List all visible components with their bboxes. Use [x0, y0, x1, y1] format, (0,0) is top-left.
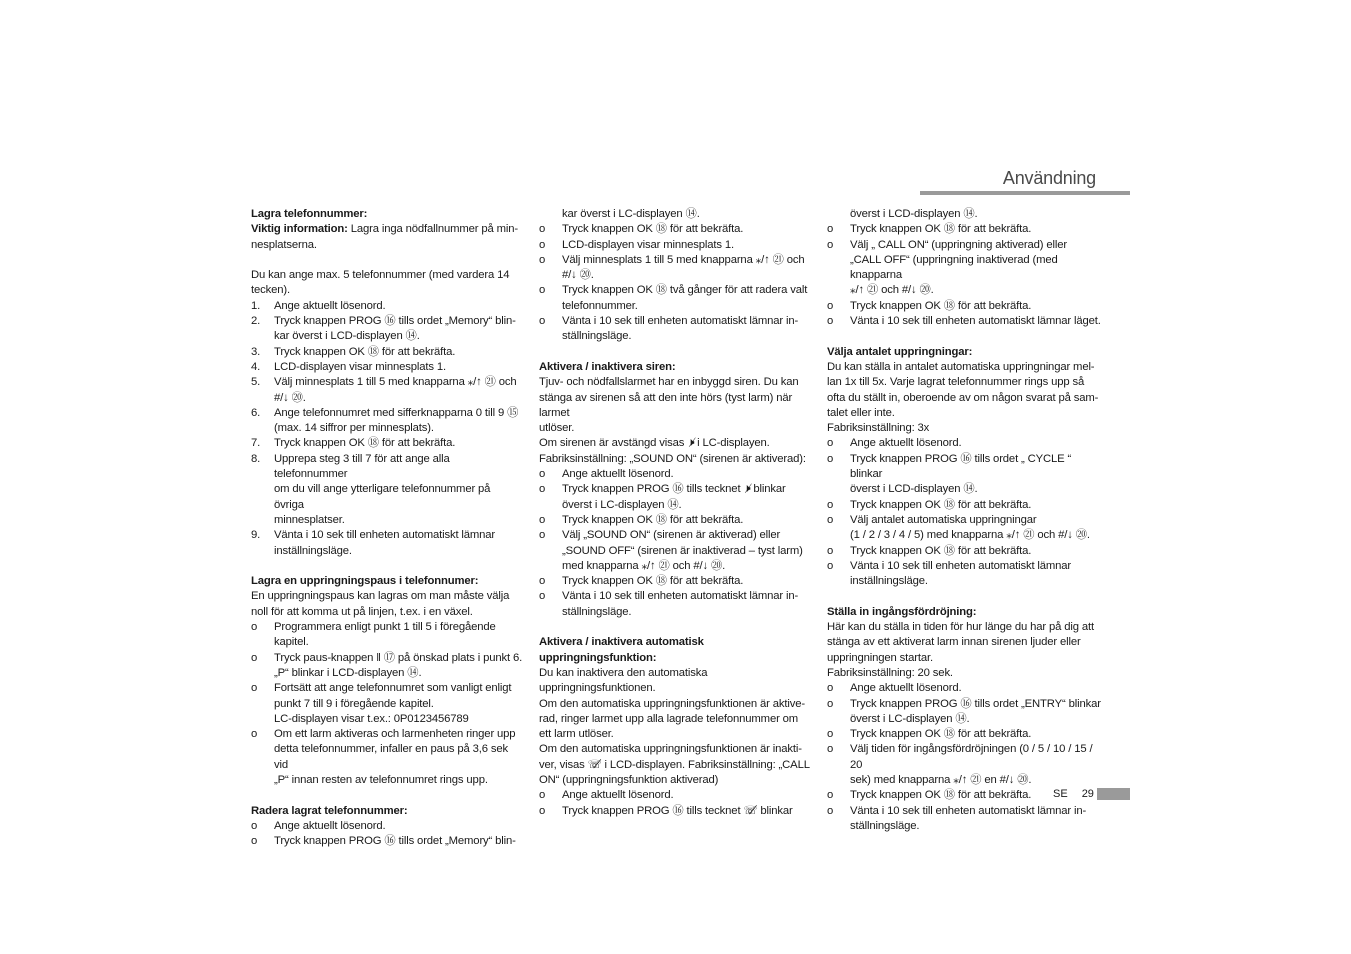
- list-item-text: Ange telefonnumret med sifferknapparna 0 till 9 ⑮: [274, 406, 519, 419]
- list-item-text: Tryck knappen PROG ⑯ tills ordet „Memory“ blin-: [274, 315, 516, 328]
- paragraph-line: Du kan ange max. 5 telefonnummer (med vardera 14: [251, 269, 510, 282]
- page-title: Användning: [1002, 168, 1096, 188]
- bullet-marker: o: [539, 284, 546, 297]
- list-number: [539, 299, 562, 314]
- list-item-text: Välj tiden för ingångsfördröjningen (0 / 5 / 10 / 15 / 20: [850, 743, 1093, 771]
- list-item-text: Tryck knappen PROG ⑯ tills ordet „ CYCLE “ blinkar: [850, 452, 1072, 481]
- list-item-text: ställningsläge.: [562, 330, 632, 343]
- paragraph: [251, 222, 523, 237]
- list-item-text: (max. 14 siffror per minnesplats).: [274, 422, 434, 435]
- list-item: [251, 742, 523, 773]
- list-item: [539, 238, 811, 253]
- list-item-text: inställningsläge.: [274, 544, 352, 557]
- list-item-text: Tryck knappen OK ⑱ för att bekräfta.: [274, 345, 456, 358]
- list-item-text: Vänta i 10 sek till enheten automatiskt lämnar in-: [562, 315, 799, 328]
- list-item: [827, 436, 1102, 451]
- list-item-text: detta telefonnummer, infaller en paus på 3,6 sek vid: [274, 743, 508, 771]
- paragraph-line: stänga av ett aktiverat larm innan sirenen ljuder eller: [827, 636, 1081, 649]
- list-number: [251, 712, 274, 727]
- list-item: [251, 773, 523, 788]
- list-number: [539, 498, 562, 513]
- list-number: 2.: [251, 315, 261, 328]
- list-number: [827, 574, 850, 589]
- list-item: [827, 559, 1102, 574]
- paragraph-text: Lagra inga nödfallnummer på min-: [347, 223, 518, 236]
- list-item: [539, 268, 811, 283]
- list-item: [827, 283, 1102, 298]
- paragraph-line: Du kan inaktivera den automatiska uppringningsfunktionen.: [539, 666, 708, 695]
- section-heading: Aktivera / inaktivera siren:: [539, 360, 676, 373]
- paragraph-line: Fabriksinställning: 20 sek.: [827, 666, 953, 679]
- list-number: [827, 773, 850, 788]
- section-heading: Ställa in ingångsfördröjning:: [827, 605, 977, 618]
- paragraph-line: Tjuv- och nödfallslarmet har en inbyggd siren. Du kan: [539, 376, 799, 389]
- list-item-text: ställningsläge.: [850, 819, 920, 832]
- bullet-marker: o: [539, 238, 546, 251]
- paragraph-gap: [827, 329, 1102, 344]
- list-item-text: Tryck knappen OK ⑱ för att bekräfta.: [562, 575, 744, 588]
- bullet-marker: o: [827, 498, 834, 511]
- list-item-text: minnesplatser.: [274, 513, 345, 526]
- bullet-marker: o: [251, 728, 258, 741]
- list-number: [827, 283, 850, 298]
- list-item-text: LC-displayen visar t.ex.: 0P0123456789: [274, 712, 469, 725]
- list-number: 8.: [251, 452, 261, 465]
- list-item-text: #/↓ ⑳.: [274, 391, 306, 404]
- list-number: 6.: [251, 406, 261, 419]
- list-number: [251, 421, 274, 436]
- list-item: [827, 697, 1102, 712]
- bullet-marker: o: [827, 728, 834, 741]
- list-item-text: Programmera enligt punkt 1 till 5 i föregående kapitel.: [274, 621, 496, 649]
- list-item: [251, 681, 523, 696]
- list-item-text: Tryck knappen OK ⑱ för att bekräfta.: [850, 299, 1032, 312]
- list-item: [251, 345, 523, 360]
- list-item: [539, 498, 811, 513]
- list-number: [539, 268, 562, 283]
- section-heading: Aktivera / inaktivera automatisk: [539, 636, 704, 649]
- list-item: [251, 406, 523, 421]
- list-item-text: Ange aktuellt lösenord.: [274, 819, 386, 832]
- list-item-text: Tryck knappen PROG ⑯ tills tecknet 🕨̸ blinkar: [562, 483, 786, 496]
- bullet-marker: o: [827, 559, 834, 572]
- bullet-marker: o: [827, 789, 834, 802]
- list-item-text: Tryck knappen PROG ⑯ tills ordet „ENTRY“ blinkar: [850, 697, 1101, 710]
- list-number: [251, 773, 274, 788]
- list-item: [539, 513, 811, 528]
- list-item-text: LCD-displayen visar minnesplats 1.: [274, 360, 446, 373]
- paragraph-line: utlöser.: [539, 422, 575, 435]
- paragraph-line: ofta du ställt in, oberoende av om någon svarat på sam-: [827, 391, 1099, 404]
- list-item-text: „CALL OFF“ (uppringning inaktiverad (med knapparna: [850, 253, 1058, 282]
- list-item-text: Tryck knappen PROG ⑯ tills tecknet ☏̸ blinkar: [562, 804, 793, 817]
- list-item-text: överst i LC-displayen ⑭.: [850, 712, 970, 725]
- bullet-marker: o: [539, 789, 546, 802]
- paragraph-line: ON“ (uppringningsfunktion aktiverad): [539, 773, 719, 786]
- list-item-text: LCD-displayen visar minnesplats 1.: [562, 238, 734, 251]
- section-heading: Radera lagrat telefonnummer:: [251, 804, 408, 817]
- list-item-text: överst i LCD-displayen ⑭.: [850, 483, 978, 496]
- paragraph-line: ett larm utlöser.: [539, 728, 614, 741]
- list-item: [827, 222, 1102, 237]
- list-item: [251, 727, 523, 742]
- list-item-text: Tryck knappen OK ⑱ för att bekräfta.: [850, 544, 1032, 557]
- list-number: [539, 605, 562, 620]
- list-item: [251, 666, 523, 681]
- list-number: 5.: [251, 376, 261, 389]
- section-heading: Välja antalet uppringningar:: [827, 345, 973, 358]
- list-item-text: Tryck paus-knappen ‖ ⑰ på önskad plats i punkt 6.: [274, 651, 523, 664]
- list-number: [251, 742, 274, 773]
- paragraph-gap: [539, 620, 811, 635]
- list-item-text: Välj „ CALL ON“ (uppringning aktiverad) eller: [850, 238, 1067, 251]
- list-item: [539, 207, 811, 222]
- list-item: [827, 712, 1102, 727]
- bullet-marker: o: [827, 315, 834, 328]
- list-item-text: Ange aktuellt lösenord.: [850, 437, 962, 450]
- list-item-text: Vänta i 10 sek till enheten automatiskt lämnar läget.: [850, 315, 1101, 328]
- list-item: [539, 253, 811, 268]
- list-item: [827, 452, 1102, 483]
- list-item-text: Vänta i 10 sek till enheten automatiskt lämnar in-: [562, 590, 799, 603]
- list-item-text: #/↓ ⑳.: [562, 269, 594, 282]
- list-item-text: Ange aktuellt lösenord.: [562, 789, 674, 802]
- bold-lead: Viktig information:: [251, 223, 348, 236]
- bullet-marker: o: [251, 819, 258, 832]
- list-item-text: Tryck knappen OK ⑱ för att bekräfta.: [850, 498, 1032, 511]
- bullet-marker: o: [251, 682, 258, 695]
- bullet-marker: o: [539, 223, 546, 236]
- list-number: [251, 666, 274, 681]
- text-column-1: [251, 207, 523, 849]
- list-item: [539, 788, 811, 803]
- paragraph-gap: [827, 589, 1102, 604]
- list-item: [827, 742, 1102, 773]
- bullet-marker: o: [827, 682, 834, 695]
- list-item: [827, 513, 1102, 528]
- list-item-text: Tryck knappen PROG ⑯ tills ordet „Memory“ blin-: [274, 835, 516, 848]
- list-item-text: Tryck knappen OK ⑱ för att bekräfta.: [850, 728, 1032, 741]
- list-item-text: Vänta i 10 sek till enheten automatiskt lämnar in-: [850, 804, 1087, 817]
- list-item-text: telefonnummer.: [562, 299, 638, 312]
- list-number: [539, 544, 562, 559]
- bullet-marker: o: [539, 483, 546, 496]
- paragraph-line: Här kan du ställa in tiden för hur länge du har på dig att: [827, 621, 1094, 634]
- list-item-text: Ange aktuellt lösenord.: [562, 468, 674, 481]
- list-item: [827, 482, 1102, 497]
- list-item: [827, 238, 1102, 253]
- paragraph-line: noll för att komma ut på linjen, t.ex. i en växel.: [251, 605, 473, 618]
- bullet-marker: o: [827, 299, 834, 312]
- bullet-marker: o: [827, 452, 834, 465]
- bullet-marker: o: [827, 513, 834, 526]
- paragraph-line: Fabriksinställning: 3x: [827, 422, 930, 435]
- list-item: [539, 314, 811, 329]
- list-item: [539, 467, 811, 482]
- paragraph-line: Om den automatiska uppringningsfunktionen är inakti-: [539, 743, 802, 756]
- list-item: [251, 421, 523, 436]
- bullet-marker: o: [539, 513, 546, 526]
- list-item: [539, 574, 811, 589]
- bullet-marker: o: [827, 223, 834, 236]
- list-item: [251, 452, 523, 483]
- list-item: [251, 651, 523, 666]
- paragraph-line: talet eller inte.: [827, 406, 895, 419]
- list-item: [251, 482, 523, 513]
- list-item-text: Om ett larm aktiveras och larmenheten ringer upp: [274, 728, 516, 741]
- list-item: [251, 528, 523, 543]
- bullet-marker: o: [539, 529, 546, 542]
- list-item-text: Fortsätt att ange telefonnumret som vanligt enligt: [274, 682, 512, 695]
- list-item-text: sek) med knapparna ⁎/↑ ㉑ en #/↓ ⑳.: [850, 773, 1032, 786]
- list-item: [827, 314, 1102, 329]
- list-item-text: med knapparna ⁎/↑ ㉑ och #/↓ ⑳.: [562, 559, 726, 572]
- paragraph-line: Om den automatiska uppringningsfunktionen är aktive-: [539, 697, 805, 710]
- bullet-marker: o: [539, 575, 546, 588]
- list-item: [539, 482, 811, 497]
- list-item-text: om du vill ange ytterligare telefonnummer på övriga: [274, 483, 491, 511]
- section-heading: Lagra en uppringningspaus i telefonnumer:: [251, 575, 479, 588]
- list-item: [827, 544, 1102, 559]
- paragraph-line: ver, visas ☏̸ i LCD-displayen. Fabriksinställning: „CALL: [539, 758, 810, 771]
- list-item-text: „P“ innan resten av telefonnumret rings upp.: [274, 773, 488, 786]
- list-item: [251, 360, 523, 375]
- list-item: [539, 528, 811, 543]
- bullet-marker: o: [539, 804, 546, 817]
- list-number: [251, 329, 274, 344]
- list-item-text: Välj minnesplats 1 till 5 med knapparna ⁎/↑ ㉑ och: [562, 253, 805, 266]
- list-item-text: kar överst i LC-displayen ⑭.: [562, 208, 700, 220]
- paragraph-gap: [251, 253, 523, 268]
- list-item: [827, 819, 1102, 834]
- paragraph-gap: [251, 559, 523, 574]
- paragraph-line: rad, ringer larmet upp alla lagrade telefonnummer om: [539, 712, 799, 725]
- list-item: [251, 329, 523, 344]
- list-item-text: Välj „SOUND ON“ (sirenen är aktiverad) eller: [562, 529, 781, 542]
- list-item-text: Tryck knappen OK ⑱ för att bekräfta.: [274, 437, 456, 450]
- text-column-2: [539, 207, 811, 819]
- paragraph-line: Du kan ställa in antalet automatiska uppringningar mel-: [827, 360, 1095, 373]
- list-number: [251, 697, 274, 712]
- list-item: [251, 712, 523, 727]
- header-rule: [920, 191, 1130, 195]
- list-item: [539, 299, 811, 314]
- section-heading: Lagra telefonnummer:: [251, 208, 368, 220]
- list-item: [827, 253, 1102, 284]
- page-number-bar: [1097, 788, 1130, 800]
- list-item: [827, 299, 1102, 314]
- list-item: [251, 544, 523, 559]
- list-item: [251, 314, 523, 329]
- list-item-text: Ange aktuellt lösenord.: [850, 682, 962, 695]
- list-number: [539, 329, 562, 344]
- list-number: [539, 207, 562, 222]
- list-item: [827, 681, 1102, 696]
- paragraph-line: Fabriksinställning: „SOUND ON“ (sirenen är aktiverad):: [539, 452, 806, 465]
- list-item: [251, 513, 523, 528]
- bullet-marker: o: [827, 697, 834, 710]
- bullet-marker: o: [827, 804, 834, 817]
- list-item: [539, 329, 811, 344]
- list-item-text: Ange aktuellt lösenord.: [274, 299, 386, 312]
- list-number: [827, 819, 850, 834]
- list-item-text: „P“ blinkar i LCD-displayen ⑭.: [274, 666, 422, 679]
- list-item-text: Tryck knappen OK ⑱ för att bekräfta.: [562, 223, 744, 236]
- list-item-text: inställningsläge.: [850, 575, 928, 588]
- list-number: [827, 482, 850, 497]
- list-item: [539, 605, 811, 620]
- paragraph-line: stänga av sirenen så att den inte hörs (tyst larm) när larmet: [539, 391, 793, 419]
- language-code: SE: [1053, 788, 1068, 800]
- bullet-marker: o: [251, 621, 258, 634]
- list-number: 7.: [251, 437, 261, 450]
- list-item: [251, 375, 523, 390]
- list-item: [251, 697, 523, 712]
- list-item: [251, 819, 523, 834]
- list-item: [827, 528, 1102, 543]
- list-item: [251, 391, 523, 406]
- list-item: [827, 498, 1102, 513]
- list-item-text: ⁎/↑ ㉑ och #/↓ ⑳.: [850, 284, 934, 297]
- list-item-text: punkt 7 till 9 i föregående kapitel.: [274, 697, 434, 710]
- list-item-text: ställningsläge.: [562, 605, 632, 618]
- list-number: [827, 207, 850, 222]
- list-item: [827, 727, 1102, 742]
- list-number: [827, 528, 850, 543]
- bullet-marker: o: [251, 651, 258, 664]
- list-number: [827, 253, 850, 284]
- paragraph-line: Om sirenen är avstängd visas 🕨̸ i LC-displayen.: [539, 437, 770, 450]
- list-item-text: Tryck knappen OK ⑱ för att bekräfta.: [562, 513, 744, 526]
- list-item: [539, 283, 811, 298]
- list-number: [251, 391, 274, 406]
- list-number: [539, 559, 562, 574]
- list-item-text: Tryck knappen OK ⑱ två gånger för att radera valt: [562, 284, 808, 297]
- list-number: [251, 544, 274, 559]
- list-item: [251, 834, 523, 849]
- list-number: [251, 482, 274, 513]
- list-item-text: Välj minnesplats 1 till 5 med knapparna ⁎/↑ ㉑ och: [274, 376, 517, 389]
- list-item: [539, 589, 811, 604]
- list-item: [539, 804, 811, 819]
- list-item-text: Vänta i 10 sek till enheten automatiskt lämnar: [850, 559, 1072, 572]
- list-number: 9.: [251, 529, 261, 542]
- bullet-marker: o: [251, 835, 258, 848]
- list-item: [827, 207, 1102, 222]
- list-item: [827, 804, 1102, 819]
- page-number: 29: [1081, 788, 1094, 800]
- list-item-text: „SOUND OFF“ (sirenen är inaktiverad – tyst larm): [562, 544, 803, 557]
- list-item-text: kar överst i LCD-displayen ⑭.: [274, 330, 420, 343]
- text-column-3: [827, 207, 1102, 834]
- list-number: [827, 712, 850, 727]
- list-item-text: (1 / 2 / 3 / 4 / 5) med knapparna ⁎/↑ ㉑ och #/↓ ⑳.: [850, 529, 1090, 542]
- list-item: [251, 299, 523, 314]
- paragraph-line: nesplatserna.: [251, 238, 317, 251]
- list-item-text: Vänta i 10 sek till enheten automatiskt lämnar: [274, 529, 496, 542]
- list-item-text: Tryck knappen OK ⑱ för att bekräfta.: [850, 223, 1032, 236]
- list-item: [251, 620, 523, 651]
- bullet-marker: o: [827, 437, 834, 450]
- list-item: [539, 222, 811, 237]
- bullet-marker: o: [827, 238, 834, 251]
- bullet-marker: o: [539, 315, 546, 328]
- paragraph-gap: [251, 788, 523, 803]
- bullet-marker: o: [539, 253, 546, 266]
- paragraph-line: tecken).: [251, 284, 290, 297]
- paragraph-line: En uppringningspaus kan lagras om man måste välja: [251, 590, 510, 603]
- list-item-text: Välj antalet automatiska uppringningar: [850, 513, 1037, 526]
- list-number: 3.: [251, 345, 261, 358]
- list-number: [251, 513, 274, 528]
- list-item: [251, 436, 523, 451]
- list-item: [827, 773, 1102, 788]
- bullet-marker: o: [539, 590, 546, 603]
- list-item-text: Tryck knappen OK ⑱ för att bekräfta.: [850, 789, 1032, 802]
- list-number: 4.: [251, 360, 261, 373]
- paragraph-line: lan 1x till 5x. Varje lagrat telefonnummer rings upp så: [827, 376, 1085, 389]
- list-item: [539, 559, 811, 574]
- bullet-marker: o: [827, 544, 834, 557]
- list-item-text: överst i LCD-displayen ⑭.: [850, 208, 978, 220]
- bullet-marker: o: [827, 743, 834, 756]
- paragraph-gap: [539, 345, 811, 360]
- list-item-text: överst i LC-displayen ⑭.: [562, 498, 682, 511]
- paragraph-line: uppringningen startar.: [827, 651, 933, 664]
- bullet-marker: o: [539, 468, 546, 481]
- list-item: [539, 544, 811, 559]
- section-heading: uppringningsfunktion:: [539, 651, 657, 664]
- page-footer: [1053, 788, 1094, 800]
- list-item: [827, 574, 1102, 589]
- list-item-text: Upprepa steg 3 till 7 för att ange alla telefonnummer: [274, 452, 450, 481]
- list-number: 1.: [251, 299, 261, 312]
